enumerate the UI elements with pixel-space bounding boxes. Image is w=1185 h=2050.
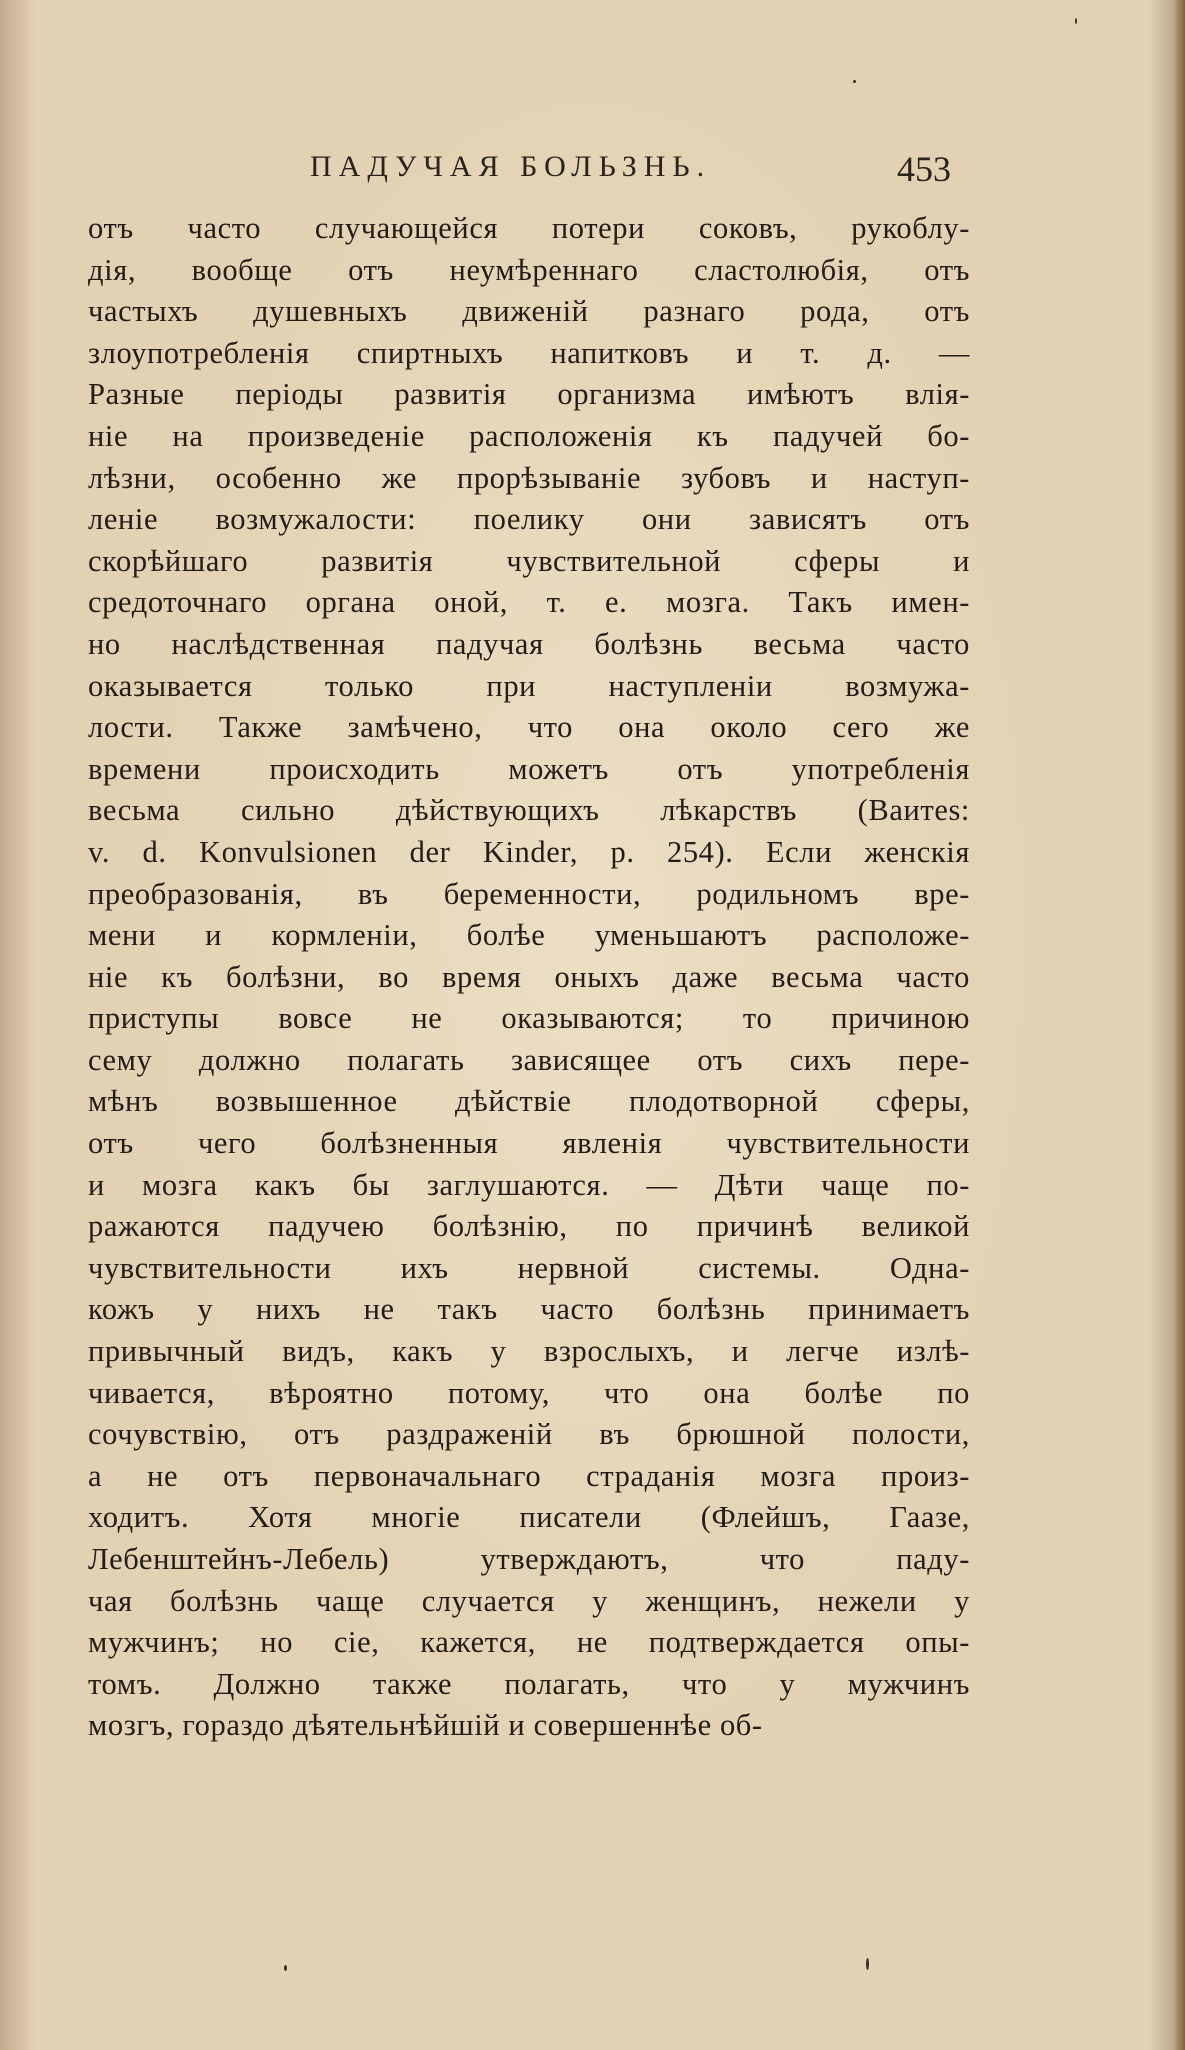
text-line: чивается, вѣроятно потому, что она болѣе по (88, 1375, 970, 1410)
text-line: оказывается только при наступленіи возмужа- (88, 668, 970, 703)
body-text (88, 208, 970, 1747)
text-line: v. d. Konvulsionen der Kinder, p. 254). Если женскія (88, 834, 970, 869)
text-line: весьма сильно дѣйствующихъ лѣкарствъ (Ваитеs: (88, 793, 970, 828)
text-line: ніе къ болѣзни, во время оныхъ даже весьма часто (88, 959, 970, 994)
text-line: дія, вообще отъ неумѣреннаго сластолюбія, отъ (88, 252, 970, 287)
text-line: отъ чего болѣзненныя явленія чувствительности (88, 1126, 970, 1161)
text-line: мужчинъ; но сіе, кажется, не подтверждается опы- (88, 1625, 970, 1660)
text-line: времени происходить можетъ отъ употребленія (88, 751, 970, 786)
text-line: чая болѣзнь чаще случается у женщинъ, нежели у (88, 1583, 970, 1618)
page-binding-edge (1175, 0, 1185, 2050)
text-line: а не отъ первоначальнаго страданія мозга произ- (88, 1458, 970, 1493)
text-line: леніе возмужалости: поелику они зависятъ отъ (88, 502, 970, 537)
text-line: мѣнъ возвышенное дѣйствіе плодотворной сферы, (88, 1084, 970, 1119)
text-line: мозгъ, гораздо дѣятельнѣйшій и совершеннѣе об- (88, 1708, 763, 1743)
text-line: лѣзни, особенно же прорѣзываніе зубовъ и наступ- (88, 460, 970, 495)
text-line: чувствительности ихъ нервной системы. Одна- (88, 1250, 970, 1285)
running-head (0, 148, 1185, 198)
paper-speck (866, 1958, 869, 1970)
text-line: Разные періоды развитія организма имѣютъ влія- (88, 377, 970, 412)
text-line: ражаются падучею болѣзнію, по причинѣ великой (88, 1209, 970, 1244)
text-line: кожъ у нихъ не такъ часто болѣзнь принимаетъ (88, 1292, 970, 1327)
text-line: мени и кормленіи, болѣе уменьшаютъ расположе- (88, 918, 970, 953)
text-line: но наслѣдственная падучая болѣзнь весьма часто (88, 626, 970, 661)
running-title: ПАДУЧАЯ БОЛЬЗНЬ. (310, 150, 712, 183)
paper-speck (284, 1965, 287, 1971)
text-line: ніе на произведеніе расположенія къ падучей бо- (88, 418, 970, 453)
paper-speck (1075, 18, 1077, 24)
text-line: и мозга какъ бы заглушаются. — Дѣти чаще по- (88, 1167, 970, 1202)
page-number: 453 (897, 149, 951, 189)
text-line: лости. Также замѣчено, что она около сего же (88, 710, 970, 745)
text-line: средоточнаго органа оной, т. е. мозга. Такъ имен- (88, 585, 970, 620)
text-line: скорѣйшаго развитія чувствительной сферы и (88, 543, 970, 578)
paper-speck (853, 80, 856, 83)
text-line: Лебенштейнъ-Лебель) утверждаютъ, что паду- (88, 1542, 970, 1576)
text-line: ходитъ. Хотя многіе писатели (Флейшъ, Гаазе, (88, 1500, 970, 1535)
text-line: преобразованія, въ беременности, родильномъ вре- (88, 876, 970, 911)
text-line: сочувствію, отъ раздраженій въ брюшной полости, (88, 1417, 970, 1452)
text-line: приступы вовсе не оказываются; то причиною (88, 1001, 970, 1036)
text-line: злоупотребленія спиртныхъ напитковъ и т. д. — (88, 335, 970, 370)
text-line: частыхъ душевныхъ движеній разнаго рода, отъ (88, 294, 970, 329)
text-line: отъ часто случающейся потери соковъ, рукоблу- (88, 211, 970, 245)
text-line: томъ. Должно также полагать, что у мужчинъ (88, 1666, 970, 1701)
text-line: привычный видъ, какъ у взрослыхъ, и легче излѣ- (88, 1334, 970, 1369)
text-line: сему должно полагать зависящее отъ сихъ пере- (88, 1042, 970, 1077)
